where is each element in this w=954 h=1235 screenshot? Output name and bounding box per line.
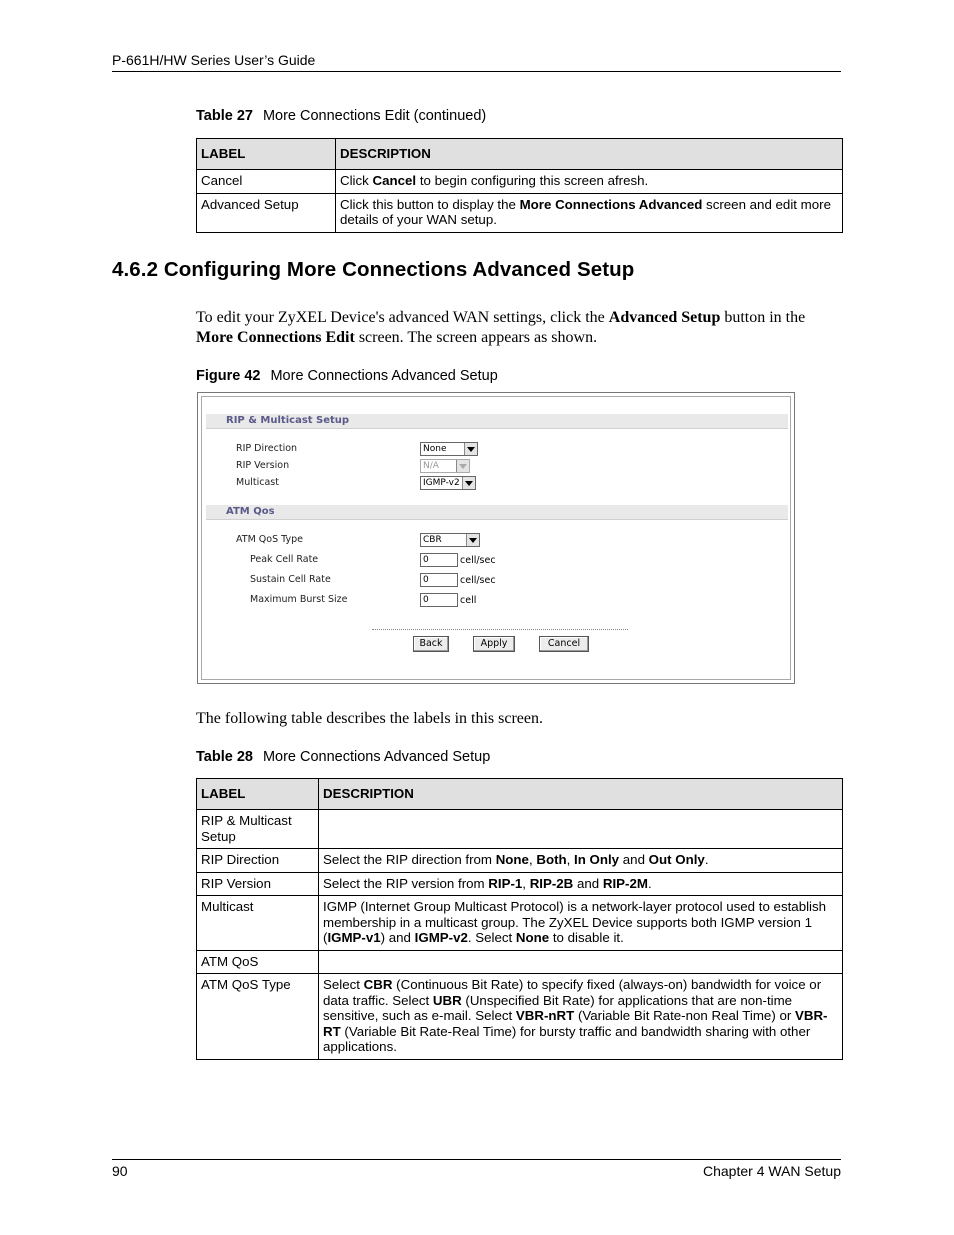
- table27-header-row: [197, 139, 843, 170]
- table27: [196, 138, 843, 233]
- chevron-down-icon: [462, 477, 475, 489]
- table28-row-description: Select the RIP version from RIP-1, RIP-2B and RIP-2M.: [319, 872, 843, 896]
- table28-row: [197, 896, 843, 951]
- atm-qos-header: ATM Qos: [206, 505, 788, 520]
- figure42-caption: [196, 368, 498, 384]
- following-table-text: The following table describes the labels in this screen.: [196, 710, 544, 727]
- atm-qos-type-select[interactable]: CBR: [420, 533, 480, 547]
- multicast-label: Multicast: [236, 477, 279, 488]
- atm-qos-type-label: ATM QoS Type: [236, 534, 303, 545]
- header-rule: [112, 71, 841, 72]
- table27-row: [197, 193, 843, 232]
- table27-row: [197, 170, 843, 194]
- table28-row-description: IGMP (Internet Group Multicast Protocol) is a network-layer protocol used to establish membership in a multicast group. The ZyXEL Device supports both IGMP version 1 (IGMP-v1) and IGMP-v2. Select None to disable it.: [319, 896, 843, 951]
- apply-button[interactable]: Apply: [473, 636, 515, 652]
- sustain-cell-rate-unit: cell/sec: [460, 575, 496, 586]
- rip-version-label: RIP Version: [236, 460, 290, 471]
- table28-row-description: [319, 950, 843, 974]
- table27-caption: [196, 108, 486, 124]
- sustain-cell-rate-label: Sustain Cell Rate: [250, 574, 331, 585]
- sustain-cell-rate-input[interactable]: 0: [420, 573, 458, 587]
- table28-row: [197, 974, 843, 1060]
- rip-version-select[interactable]: N/A: [420, 459, 470, 473]
- table28-row-description: Select the RIP direction from None, Both, In Only and Out Only.: [319, 849, 843, 873]
- table28-row-label: RIP & Multicast Setup: [197, 810, 319, 849]
- table28: [196, 778, 843, 1060]
- peak-cell-rate-input[interactable]: 0: [420, 553, 458, 567]
- table28-header-label: LABEL: [197, 779, 319, 810]
- rip-direction-select[interactable]: None: [420, 442, 478, 456]
- table28-header-row: [197, 779, 843, 810]
- table28-header-description: DESCRIPTION: [319, 779, 843, 810]
- table27-header-description: DESCRIPTION: [336, 139, 843, 170]
- section-title: 4.6.2 Configuring More Connections Advanced Setup: [112, 258, 635, 281]
- multicast-select[interactable]: IGMP-v2: [420, 476, 476, 490]
- table28-row-label: RIP Version: [197, 872, 319, 896]
- table28-row-label: RIP Direction: [197, 849, 319, 873]
- section-intro: To edit your ZyXEL Device's advanced WAN settings, click the Advanced Setup button in the More Connections Edit screen. The screen appears as shown.: [196, 309, 806, 346]
- chevron-down-icon: [464, 443, 477, 455]
- table28-row-description: Select CBR (Continuous Bit Rate) to specify fixed (always-on) bandwidth for voice or data traffic. Select UBR (Unspecified Bit Rate) for applications that are non-time sensitive, such as e-mail. Select VBR-nRT (Variable Bit Rate-non Real Time) or VBR-RT (Variable Bit Rate-Real Time) for bursty traffic and bandwidth sharing with other applications.: [319, 974, 843, 1060]
- table27-caption-text: More Connections Edit (continued): [262, 108, 487, 124]
- table28-caption-text: More Connections Advanced Setup: [262, 749, 491, 765]
- table27-row-description: Click Cancel to begin configuring this screen afresh.: [336, 170, 843, 194]
- table28-row: [197, 872, 843, 896]
- figure42-panel: [201, 396, 791, 680]
- peak-cell-rate-label: Peak Cell Rate: [250, 554, 319, 565]
- maximum-burst-size-input[interactable]: 0: [420, 593, 458, 607]
- figure42-number: Figure 42: [196, 368, 261, 384]
- maximum-burst-size-unit: cell: [460, 595, 477, 606]
- page-number: 90: [112, 1163, 128, 1179]
- table28-row: [197, 950, 843, 974]
- table28-row-description: [319, 810, 843, 849]
- chapter-title: Chapter 4 WAN Setup: [703, 1163, 841, 1179]
- table27-number: Table 27: [196, 108, 253, 124]
- chevron-down-icon: [456, 460, 469, 472]
- maximum-burst-size-label: Maximum Burst Size: [250, 594, 348, 605]
- table28-row-label: Multicast: [197, 896, 319, 951]
- table27-row-label: Cancel: [197, 170, 336, 194]
- back-button[interactable]: Back: [413, 636, 449, 652]
- table28-row-label: ATM QoS: [197, 950, 319, 974]
- table27-row-label: Advanced Setup: [197, 193, 336, 232]
- table28-row-label: ATM QoS Type: [197, 974, 319, 1060]
- table28-caption: [196, 749, 490, 765]
- figure42-screenshot: [197, 392, 795, 684]
- rip-multicast-header: RIP & Multicast Setup: [206, 414, 788, 429]
- table28-row: [197, 810, 843, 849]
- running-header: P-661H/HW Series User’s Guide: [112, 52, 316, 68]
- footer-rule: [112, 1159, 841, 1160]
- chevron-down-icon: [466, 534, 479, 546]
- table28-number: Table 28: [196, 749, 253, 765]
- table27-header-label: LABEL: [197, 139, 336, 170]
- peak-cell-rate-unit: cell/sec: [460, 555, 496, 566]
- button-divider: [372, 629, 628, 630]
- table27-row-description: Click this button to display the More Connections Advanced screen and edit more details of your WAN setup.: [336, 193, 843, 232]
- rip-direction-label: RIP Direction: [236, 443, 298, 454]
- figure42-caption-text: More Connections Advanced Setup: [270, 368, 498, 384]
- table28-row: [197, 849, 843, 873]
- cancel-button[interactable]: Cancel: [539, 636, 589, 652]
